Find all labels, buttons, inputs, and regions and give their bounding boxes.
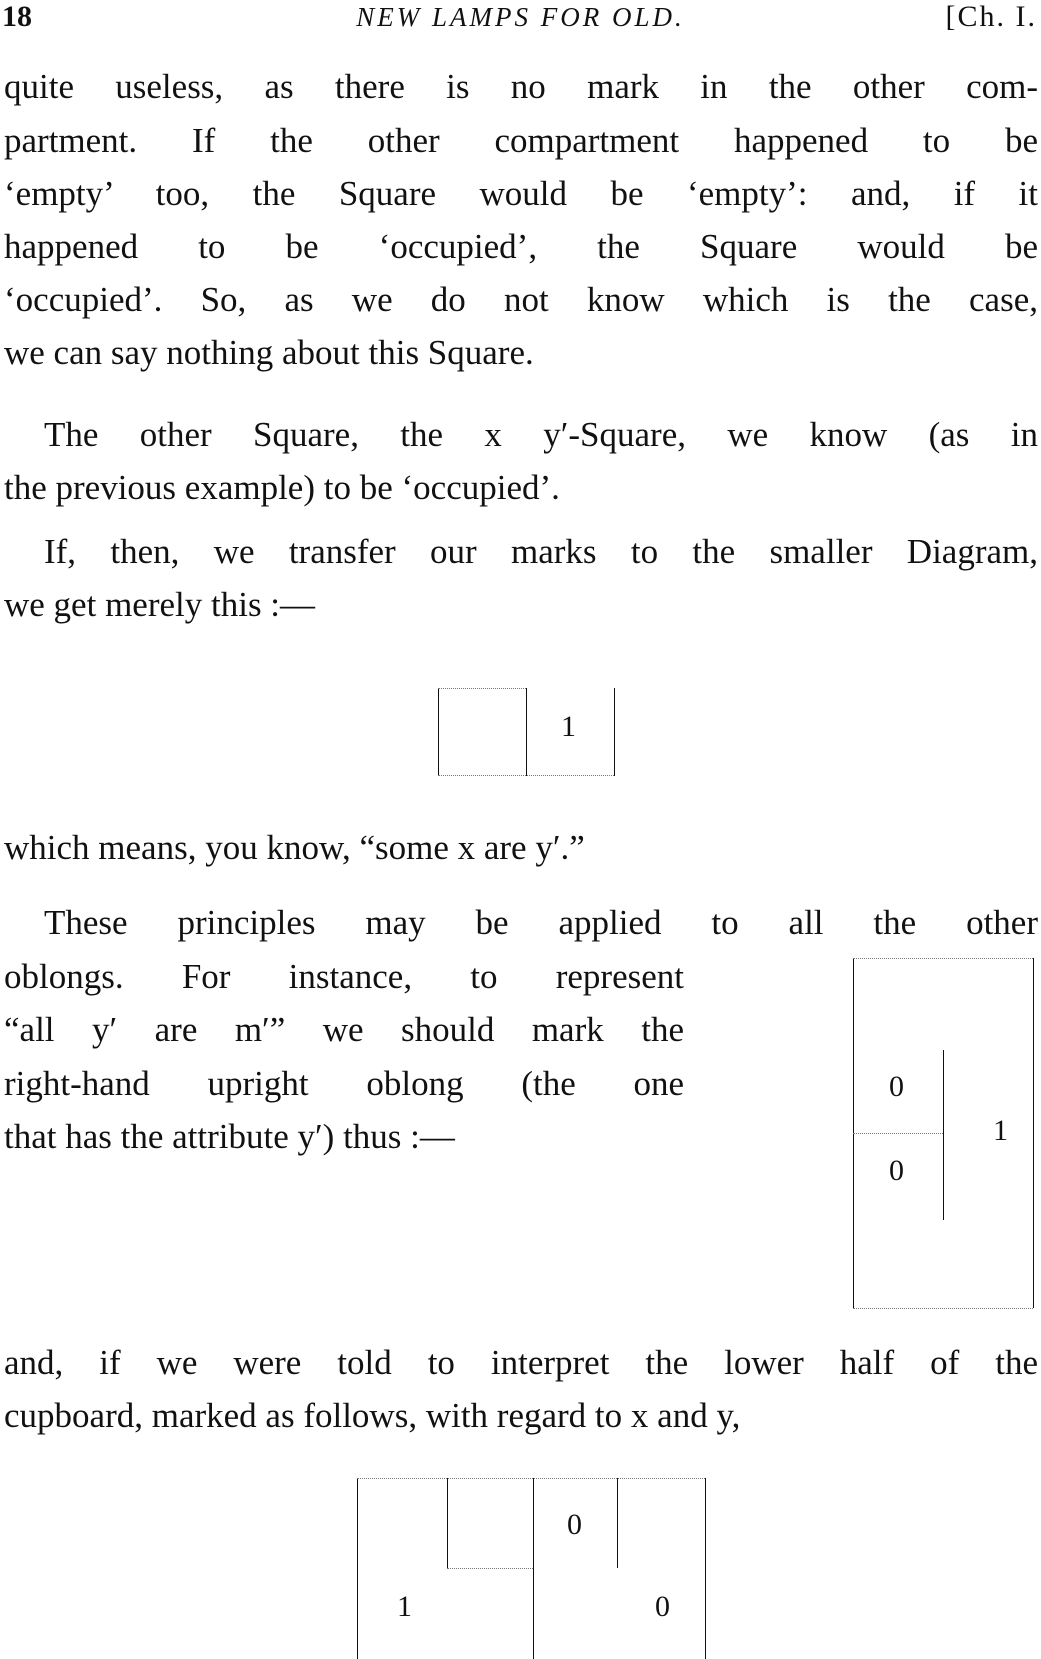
text-line: If, then, we transfer our marks to the smaller Diagram,	[44, 532, 1038, 571]
text-line: cupboard, marked as follows, with regard to x and y,	[4, 1396, 741, 1435]
text-line: we get merely this :—	[4, 585, 316, 624]
text-line: partment. If the other compartment happened to be	[4, 121, 1038, 160]
text-line: which means, you know, “some x are y′.”	[4, 828, 585, 867]
text-line: the previous example) to be ‘occupied’.	[4, 468, 560, 507]
page-number: 18	[2, 0, 32, 33]
running-title: NEW LAMPS FOR OLD.	[356, 2, 685, 32]
cell-mark: 0	[567, 1508, 582, 1541]
page-header	[0, 0, 1041, 44]
text-line: oblongs. For instance, to represent	[4, 957, 684, 996]
cell-mark: 1	[561, 710, 576, 743]
text-line: quite useless, as there is no mark in the other com-	[4, 67, 1038, 106]
text-line: and, if we were told to interpret the lower half of the	[4, 1343, 1038, 1382]
text-line: we can say nothing about this Square.	[4, 333, 534, 372]
text-line: “all y′ are m′” we should mark the	[4, 1010, 684, 1049]
text-line: happened to be ‘occupied’, the Square would be	[4, 227, 1038, 266]
chapter-mark: [Ch. I.	[945, 0, 1037, 33]
text-line: ‘empty’ too, the Square would be ‘empty’: and, if it	[4, 174, 1038, 213]
text-line: that has the attribute y′) thus :—	[4, 1117, 455, 1156]
cell-mark: 0	[655, 1590, 670, 1623]
text-line: right-hand upright oblong (the one	[4, 1064, 684, 1103]
cell-mark: 0	[889, 1070, 904, 1103]
diagram-lower-half	[355, 1478, 711, 1659]
cell-mark: 1	[993, 1114, 1008, 1147]
diagram-upright-oblong	[853, 958, 1037, 1310]
text-line: The other Square, the x y′-Square, we know (as in	[44, 415, 1038, 454]
text-line: These principles may be applied to all the other	[44, 903, 1038, 942]
cell-mark: 1	[397, 1590, 412, 1623]
text-line: ‘occupied’. So, as we do not know which is the case,	[4, 280, 1038, 319]
cell-mark: 0	[889, 1154, 904, 1187]
diagram-small	[438, 688, 618, 778]
